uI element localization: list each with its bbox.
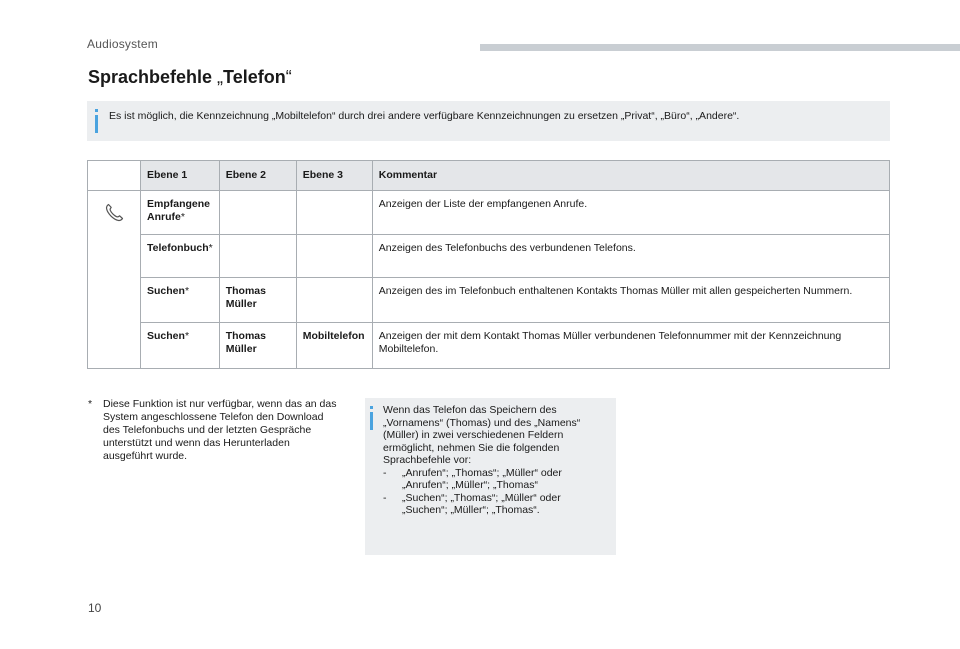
header-rule [480,44,960,51]
footnote-mark: * [88,398,93,410]
cell-level-2: Thomas Müller [219,278,296,323]
table-row [88,191,890,235]
info-icon [95,109,106,133]
cell-level-2: Thomas Müller [219,323,296,369]
header-level-1: Ebene 1 [141,161,220,191]
title-main: Sprachbefehle [88,67,218,87]
cell-level-1: Suchen* [141,278,220,323]
cell-level-2 [219,235,296,278]
table-row [88,323,890,369]
tip-intro: Wenn das Telefon das Speichern des „Vornamens“ (Thomas) und des „Namens“ (Müller) in zwei verschiedenen Feldern ermöglicht, nehmen Sie die folgenden Sprachbefehle vor: [383,404,581,466]
table-row [88,235,890,278]
page-title [88,67,292,88]
section-label: Audiosystem [87,37,158,51]
list-item: - „Suchen“; „Thomas“; „Müller“ oder „Suchen“; „Müller“; „Thomas“. [383,491,561,516]
cell-comment: Anzeigen der Liste der empfangenen Anrufe. [372,191,889,235]
info-text: Es ist möglich, die Kennzeichnung „Mobiltelefon“ durch drei andere verfügbare Kennzeichnungen zu ersetzen „Privat“, „Büro“, „Andere“. [109,110,740,122]
phone-handset-icon [102,201,126,225]
cell-level-1: Empfangene Anrufe* [141,191,220,235]
cell-level-3 [296,278,372,323]
title-open-quote: „ [217,67,224,87]
info-icon [370,406,373,430]
tip-list [383,467,606,517]
cell-comment: Anzeigen des im Telefonbuch enthaltenen Kontakts Thomas Müller mit allen gespeicherten Nummern. [372,278,889,323]
cell-level-1: Suchen* [141,323,220,369]
voice-command-table [87,160,890,369]
footnote-text: Diese Funktion ist nur verfügbar, wenn das an das System angeschlossene Telefon den Download des Telefonbuchs und der letzten Gespräche unterstützt und wenn das Herunterladen ausgeführt wurde. [103,398,337,462]
cell-comment: Anzeigen der mit dem Kontakt Thomas Müller verbundenen Telefonnummer mit der Kennzeichnung Mobiltelefon. [372,323,889,369]
cell-level-2 [219,191,296,235]
cell-comment: Anzeigen des Telefonbuchs des verbundenen Telefons. [372,235,889,278]
table-header-row [88,161,890,191]
footnote [88,398,338,463]
cell-level-3: Mobiltelefon [296,323,372,369]
cell-level-1: Telefonbuch* [141,235,220,278]
cell-level-3 [296,235,372,278]
page-number: 10 [88,601,102,615]
header-comment: Kommentar [372,161,889,191]
header-blank [88,161,141,191]
header-level-2: Ebene 2 [219,161,296,191]
cell-level-3 [296,191,372,235]
info-note [87,101,890,141]
title-word: Telefon [223,67,286,87]
table-row [88,278,890,323]
icon-cell [88,191,141,369]
list-item: - „Anrufen“; „Thomas“; „Müller“ oder „Anrufen“; „Müller“; „Thomas“ [383,466,562,491]
title-close-quote: “ [285,67,292,87]
header-level-3: Ebene 3 [296,161,372,191]
tip-note [365,398,616,555]
